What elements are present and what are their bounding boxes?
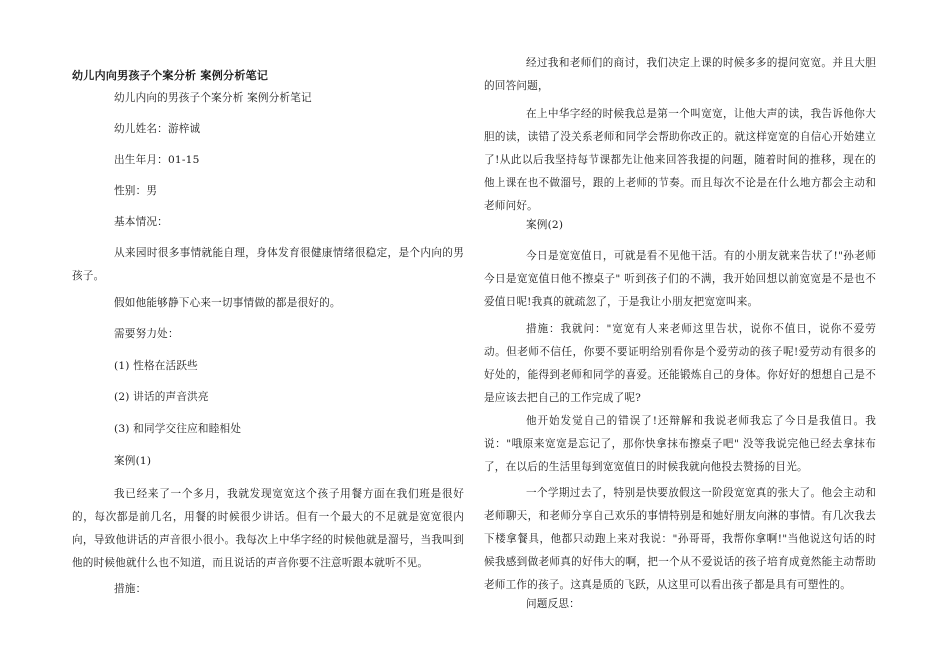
case-2-measures-paragraph: 措施：我就问："宽宽有人来老师这里告状，说你不值日，说你不爱劳动。但老师不信任，你要不要证明给别看你是个爱劳动的孩子呢!爱劳动有很多的好处的，能得到老师和同学的喜爱。还能锻炼自己的身体。你好好的想想自己是不是应该去把自己的工作完成了呢?: [484, 323, 876, 404]
improvement-heading: 需要努力处：: [114, 328, 179, 340]
child-name-line: 幼儿姓名：游梓诚: [114, 123, 201, 135]
semester-paragraph: 一个学期过去了，特别是快要放假这一阶段宽宽真的张大了。他会主动和老师聊天，和老师分享自己欢乐的事情特别是和她好朋友向淋的事情。有几次我去下楼拿餐具，他都只动跑上来对我说："孙哥哥，我帮你拿啊!"当他说这句话的时候我感到做老师真的好伟大的啊，把一个从不爱说话的孩子培育成竟然能主动帮助老师工作的孩子。这真是质的飞跃，从这里可以看出孩子都是具有可塑性的。: [484, 487, 876, 591]
measures-heading: 措施：: [114, 583, 147, 595]
document-title: 幼儿内向男孩子个案分析 案例分析笔记: [72, 69, 269, 82]
progress-paragraph: 在上中华字经的时候我总是第一个叫宽宽，让他大声的读，我告诉他你大胆的读，读错了没关系老师和同学会帮助你改正的。就这样宽宽的自信心开始建立了!从此以后我坚持每节课都先让他来回答我提的问题，随着时间的推移，现在的他上课在也不做溜号，跟的上老师的节奏。而且每次不论是在什么地方都会主动和老师问好。: [484, 108, 876, 212]
case-1-paragraph: 我已经来了一个多月，我就发现宽宽这个孩子用餐方面在我们班是很好的，每次都是前几名，用餐的时候很少讲话。但有一个最大的不足就是宽宽很内向，导致他讲话的声音很小很小。我每次上中华字经的时候他就是溜号，当我叫到他的时候他就什么也不知道，而且说话的声音你要不注意听跟本就听不见。: [72, 488, 464, 569]
basic-info-paragraph: 从来园时很多事情就能自理，身体发育很健康情绪很稳定，是个内向的男孩子。: [72, 247, 464, 282]
case-2-heading: 案例(2): [526, 219, 564, 231]
calm-paragraph: 假如他能够静下心来一切事情做的都是很好的。: [114, 297, 341, 309]
birth-date-line: 出生年月：01-15: [114, 154, 200, 166]
improvement-item-1: (1) 性格在活跃些: [114, 360, 198, 372]
improvement-item-3: (3) 和同学交往应和睦相处: [114, 423, 242, 435]
plan-paragraph: 经过我和老师们的商讨，我们决定上课的时候多多的提问宽宽。并且大胆的回答问题，: [484, 57, 876, 92]
case-2-paragraph: 今日是宽宽值日，可就是看不见他干活。有的小朋友就来告状了!"孙老师今日是宽宽值日他不擦桌子" 听到孩子们的不满，我开始回想以前宽宽是不是也不爱值日呢!我真的就疏忽了，于是我让小朋友把宽宽叫来。: [484, 250, 876, 308]
case-1-heading: 案例(1): [114, 455, 152, 467]
subtitle-paragraph: 幼儿内向的男孩子个案分析 案例分析笔记: [114, 92, 312, 104]
realization-paragraph: 他开始发觉自己的错误了!还辩解和我说老师我忘了今日是我值日。我说："哦原来宽宽是忘记了，那你快拿抹布擦桌子吧" 没等我说完他已经去拿抹布了，在以后的生活里每到宽宽值日的时候我就向他投去赞扬的目光。: [484, 415, 876, 473]
improvement-item-2: (2) 讲话的声音洪亮: [114, 391, 209, 403]
gender-line: 性别：男: [114, 185, 158, 197]
basic-info-heading: 基本情况：: [114, 216, 168, 228]
reflection-heading: 问题反思：: [526, 598, 580, 610]
